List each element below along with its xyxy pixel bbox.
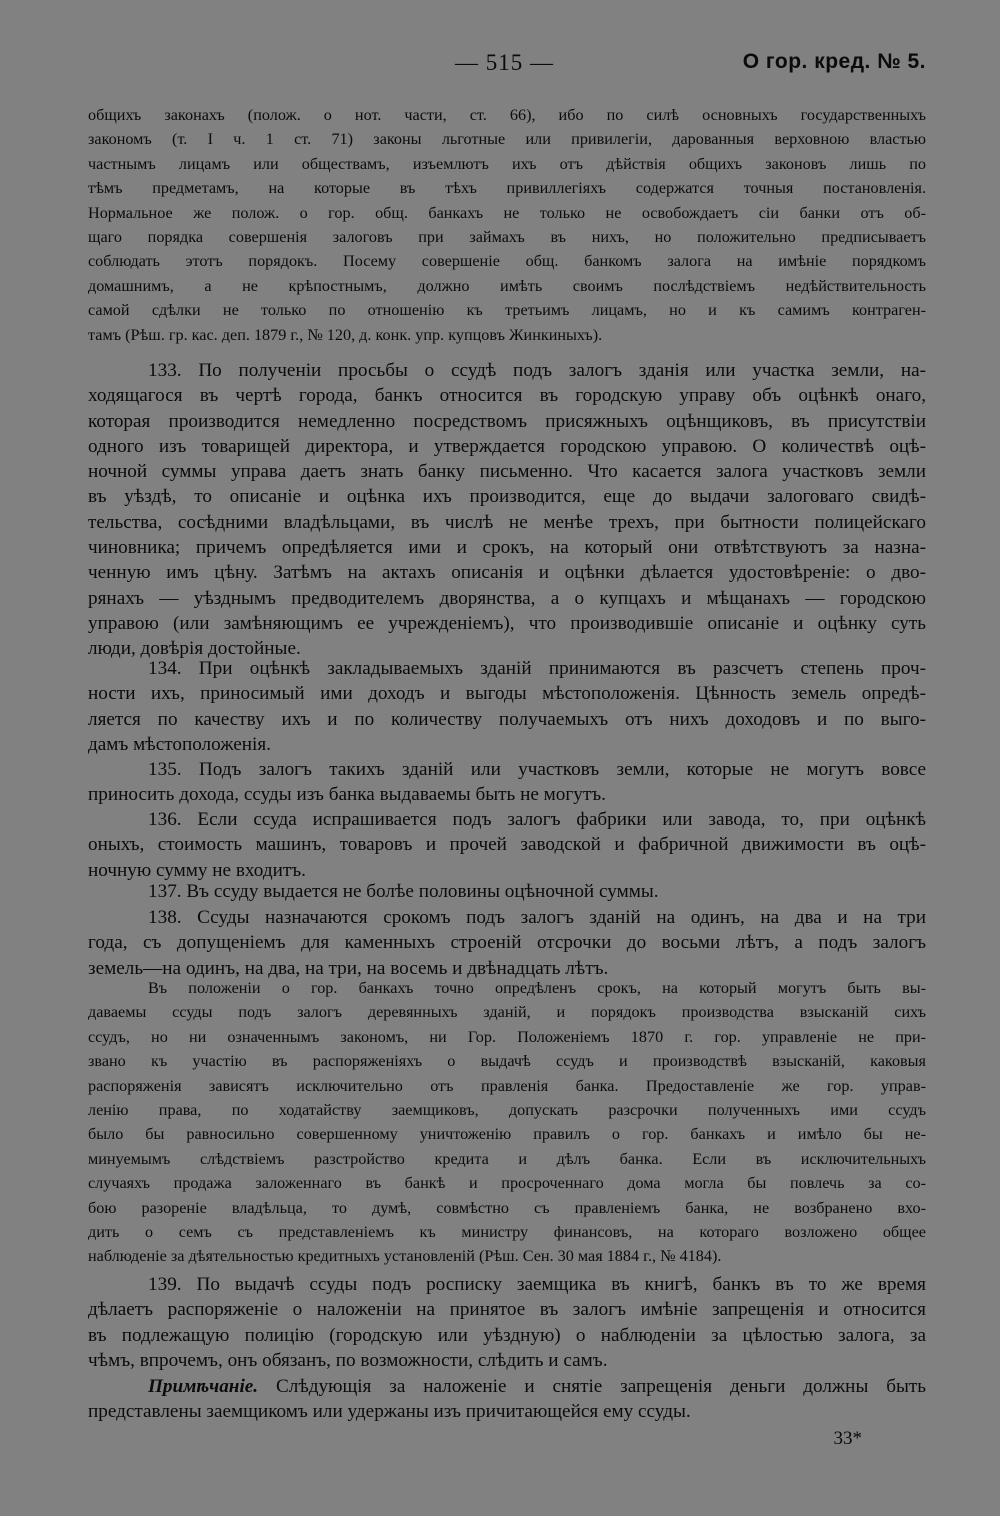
text-line: закономъ (т. I ч. 1 ст. 71) законы льготные или привилегіи, дарованныя верховною властью: [88, 130, 926, 149]
text-line: щаго порядка совершенія залоговъ при займахъ въ нихъ, но положительно предписываетъ: [88, 228, 926, 247]
text-line: 137. Въ ссуду выдается не болѣе половины оцѣночной суммы.: [148, 881, 659, 902]
text-line: самой сдѣлки не только по отношенію къ третьимъ лицамъ, но и къ самимъ контраген-: [88, 301, 926, 320]
note-text: Слѣдующія за наложеніе и снятіе запрещенія деньги должны быть: [258, 1376, 926, 1397]
text-line: 134. При оцѣнкѣ закладываемыхъ зданій принимаются въ разсчетъ степень проч-: [148, 658, 926, 679]
note-label: Примѣчаніе.: [148, 1376, 259, 1397]
text-line: ссудъ, но ни означеннымъ закономъ, ни Гор. Положеніемъ 1870 г. гор. управленіе не при-: [88, 1027, 926, 1046]
text-line: минуемымъ слѣдствіемъ разстройство кредита и дѣлъ банка. Если въ исключительныхъ: [88, 1149, 926, 1168]
text-line: одного изъ товарищей директора, и утверждается городскою управою. О количествѣ оцѣ-: [88, 435, 926, 457]
text-line: земель—на одинъ, на два, на три, на восемь и двѣнадцать лѣтъ.: [88, 957, 609, 979]
text-line: распоряженія зависятъ исключительно отъ правленія банка. Предоставленіе же гор. управ-: [88, 1076, 926, 1095]
text-line: бою разореніе владѣльца, то думѣ, совмѣстно съ правленіемъ банка, не возбранено вхо-: [88, 1198, 926, 1217]
text-line: 133. По полученіи просьбы о ссудѣ подъ залогъ зданія или участка земли, на-: [148, 360, 926, 381]
text-line: наблюденіе за дѣятельностью кредитныхъ установленій (Рѣш. Сен. 30 мая 1884 г., № 4184).: [88, 1247, 722, 1266]
text-line: ности ихъ, приносимый ими доходъ и выгоды мѣстоположенія. Цѣнность земель опредѣ-: [88, 683, 926, 705]
text-line: ночной суммы управа даетъ знать банку письменно. Что касается залога участковъ земли: [88, 461, 926, 483]
text-line: тамъ (Рѣш. гр. кас. деп. 1879 г., № 120, д. конк. упр. купцовъ Жинкиныхъ).: [88, 325, 603, 344]
text-line: тѣмъ предметамъ, на которые въ тѣхъ привиллегіяхъ содержатся точныя постановленія.: [88, 179, 926, 198]
article-135: [88, 757, 926, 808]
text-line: люди, довѣрія достойные.: [88, 638, 301, 660]
text-line: дамъ мѣстоположенія.: [88, 733, 271, 755]
text-line: рянахъ — уѣзднымъ предводителемъ дворянства, а о купцахъ и мѣщанахъ — городскою: [88, 587, 926, 609]
article-133: [88, 358, 926, 662]
text-line: въ подлежащую полицію (городскую или уѣздную) о наблюденіи за цѣлостью залога, за: [88, 1324, 926, 1346]
text-line: соблюдать этотъ порядокъ. Посему совершеніе общ. банкомъ залога на имѣніе порядкомъ: [88, 252, 926, 271]
running-head: О гор. кред. № 5.: [742, 50, 926, 73]
article-138: [88, 905, 926, 981]
text-line: тельства, сосѣдними владѣльцами, въ числѣ не менѣе трехъ, при бытности полицейскаго: [88, 511, 926, 533]
text-line: 135. Подъ залогъ такихъ зданій или участковъ земли, которые не могутъ вовсе: [148, 759, 926, 780]
text-line: 138. Ссуды назначаются срокомъ подъ залогъ зданій на одинъ, на два и на три: [148, 907, 926, 928]
text-line: ченную имъ цѣну. Затѣмъ на актахъ описанія и оцѣнки дѣлается удостовѣреніе: о дво-: [88, 562, 926, 584]
article-134: [88, 656, 926, 757]
text-line: дѣлаетъ распоряженіе о наложеніи на принятое въ залогъ имѣніе запрещенія и относится: [88, 1299, 926, 1321]
text-line: ленію права, по ходатайству заемщиковъ, допускать разсрочки полученныхъ ими ссудъ: [88, 1101, 926, 1120]
page-header: [0, 50, 1000, 84]
text-line: 139. По выдачѣ ссуды подъ росписку заемщика въ книгѣ, банкъ въ то же время: [148, 1274, 926, 1295]
text-line: ночную сумму не входитъ.: [88, 859, 306, 881]
text-line: частнымъ лицамъ или обществамъ, изъемлютъ ихъ отъ дѣйствія общихъ законовъ лишь по: [88, 154, 926, 173]
text-line: случаяхъ продажа заложеннаго въ банкѣ и просроченнаго дома могла бы повлечь за со-: [88, 1174, 926, 1193]
printer-signature: 33*: [833, 1428, 862, 1449]
text-line: чиновника; причемъ опредѣляется ими и срокъ, на который они отвѣтствуютъ за назна-: [88, 537, 926, 559]
text-line: чѣмъ, впрочемъ, онъ обязанъ, по возможности, слѣдить и самъ.: [88, 1349, 608, 1371]
text-line: Нормальное же полож. о гор. общ. банкахъ не только не освобождаетъ сіи банки отъ об-: [88, 203, 926, 222]
text-line: домашнимъ, а не крѣпостнымъ, должно имѣть своимъ послѣдствіемъ недѣйствительность: [88, 276, 926, 295]
text-line: Въ положеніи о гор. банкахъ точно опредѣленъ срокъ, на который могутъ быть вы-: [148, 979, 926, 997]
article-136: [88, 807, 926, 883]
note-line: представлены заемщикомъ или удержаны изъ причитающейся ему ссуды.: [88, 1401, 691, 1423]
note-line: [88, 1374, 926, 1399]
article-139: [88, 1272, 926, 1373]
text-line: общихъ законахъ (полож. о нот. части, ст. 66), ибо по силѣ основныхъ государственныхъ: [88, 106, 926, 124]
text-line: дить о семъ съ представленіемъ къ министру финансовъ, на котораго возложено общее: [88, 1223, 926, 1242]
text-line: было бы равносильно совершенному уничтоженію правилъ о гор. банкахъ и имѣло бы не-: [88, 1125, 926, 1144]
text-line: которая производится немедленно посредствомъ присяжныхъ оцѣнщиковъ, въ присутствіи: [88, 410, 926, 432]
text-line: звано къ участію въ распоряженіяхъ о выдачѣ ссудъ и производствѣ взысканій, каковыя: [88, 1052, 926, 1071]
article-138-commentary: [88, 976, 926, 1269]
paragraph-continuation: [88, 103, 926, 347]
text-line: ходящагося въ чертѣ города, банкъ относится въ городскую управу объ оцѣнкѣ онаго,: [88, 385, 926, 407]
text-line: въ уѣздѣ, то описаніе и оцѣнка ихъ производится, еще до выдачи залоговаго свидѣ-: [88, 486, 926, 508]
text-line: управою (или замѣняющимъ ее учрежденіемъ), что производившіе описаніе и оцѣнку суть: [88, 612, 926, 634]
note: [88, 1374, 926, 1425]
text-line: приносить дохода, ссуды изъ банка выдаваемы быть не могутъ.: [88, 784, 606, 806]
text-line: 136. Если ссуда испрашивается подъ залогъ фабрики или завода, то, при оцѣнкѣ: [148, 809, 926, 830]
text-line: ляется по качеству ихъ и по количеству получаемыхъ отъ нихъ доходовъ и по выго-: [88, 708, 926, 730]
article-137: [88, 879, 926, 904]
text-line: года, съ допущеніемъ для каменныхъ строеній отсрочки до восьми лѣтъ, а подъ залогъ: [88, 932, 926, 954]
text-line: даваемы ссуды подъ залогъ деревянныхъ зданій, и порядокъ производства взысканій сихъ: [88, 1003, 926, 1022]
page-number: — 515 —: [455, 50, 554, 75]
text-line: оныхъ, стоимость машинъ, товаровъ и прочей заводской и фабричной движимости въ оцѣ-: [88, 834, 926, 856]
